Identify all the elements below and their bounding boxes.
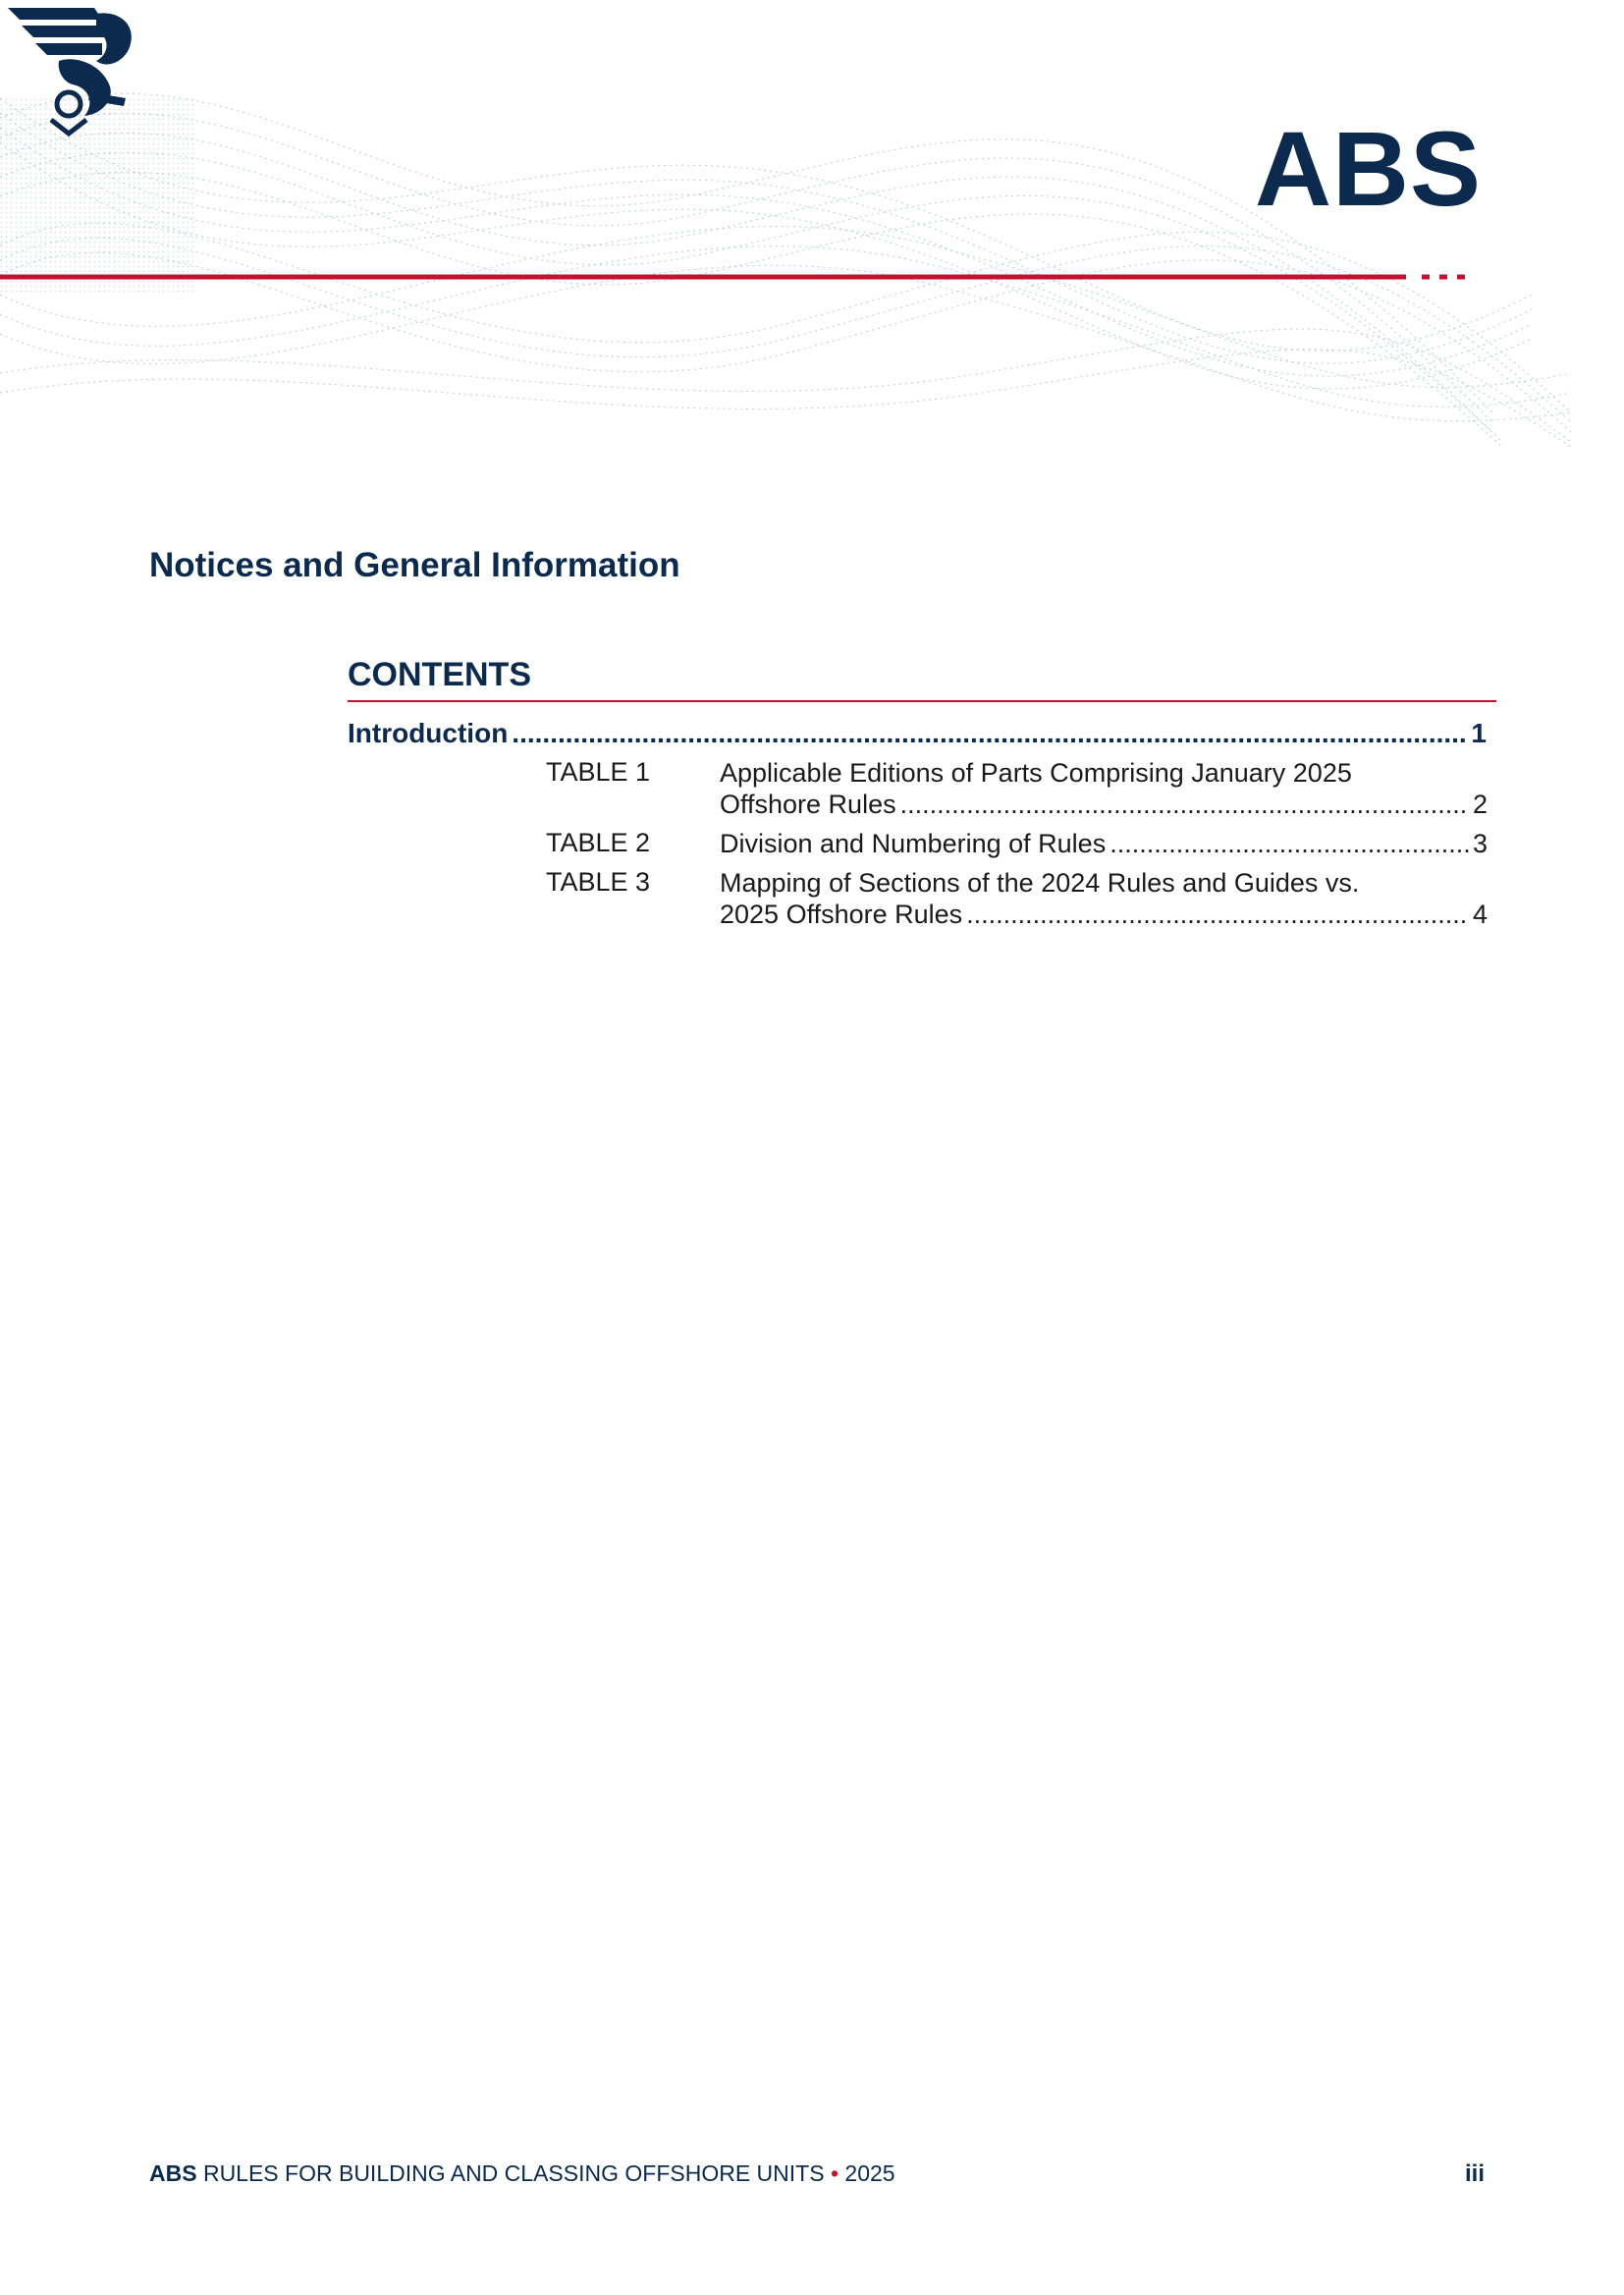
table-page: 2: [1472, 790, 1488, 819]
page-number: iii: [1464, 2160, 1485, 2187]
table-title-line-2: 2025 Offshore Rules: [720, 900, 963, 929]
page-footer: [149, 2160, 1485, 2188]
toc-entry-table-1[interactable]: [348, 757, 1496, 820]
footer-doc-title: RULES FOR BUILDING AND CLASSING OFFSHORE UNITS: [202, 2160, 825, 2186]
toc-entry-introduction[interactable]: [348, 718, 1487, 749]
toc-entry-table-3[interactable]: [348, 867, 1496, 930]
footer-brand: ABS: [149, 2160, 197, 2186]
dot-leader: [1110, 828, 1469, 859]
dot-leader: [900, 789, 1469, 820]
table-label: TABLE 3: [546, 867, 651, 897]
table-of-contents: [348, 656, 1496, 930]
footer-bullet: •: [830, 2160, 839, 2186]
table-label: TABLE 1: [546, 757, 651, 787]
contents-heading: CONTENTS: [348, 656, 1496, 702]
table-label: TABLE 2: [546, 828, 651, 857]
table-title-line-1: Mapping of Sections of the 2024 Rules and Guides vs.: [720, 868, 1360, 898]
table-page: 4: [1472, 900, 1488, 929]
dot-leader: [966, 899, 1469, 930]
toc-entry-table-2[interactable]: [348, 828, 1496, 859]
abs-eagle-logo-icon: [0, 0, 353, 137]
table-title-line-2: Offshore Rules: [720, 790, 896, 819]
dot-leader: [512, 718, 1467, 749]
toc-entry-page: 1: [1471, 718, 1487, 748]
footer-year: 2025: [844, 2160, 895, 2186]
toc-entry-label: Introduction: [348, 718, 509, 748]
page-title: Notices and General Information: [149, 546, 680, 584]
abs-logo-text: ABS: [1255, 109, 1483, 228]
table-page: 3: [1472, 829, 1488, 858]
table-title-line-1: Division and Numbering of Rules: [720, 829, 1107, 858]
table-title-line-1: Applicable Editions of Parts Comprising January 2025: [720, 758, 1352, 788]
footer-title: [149, 2160, 895, 2188]
page-header: [0, 0, 1624, 452]
